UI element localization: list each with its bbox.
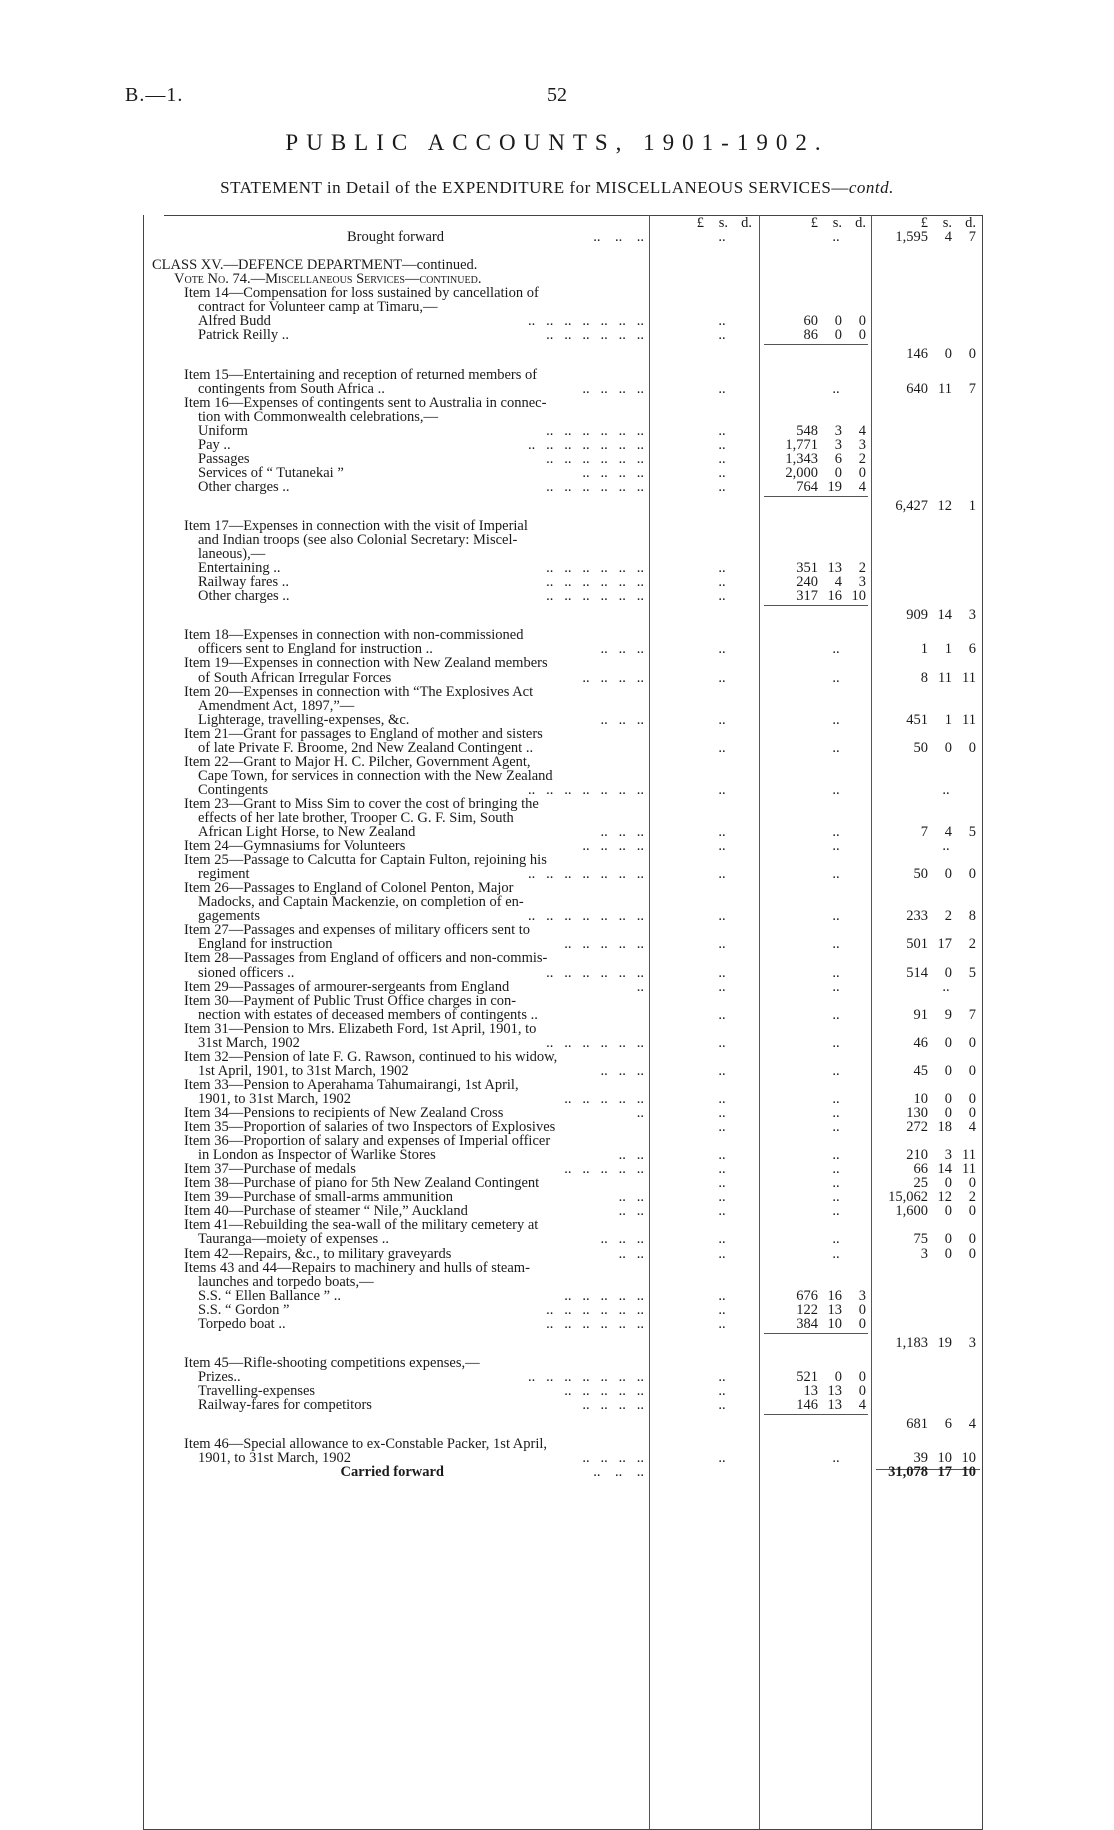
subtotal-rule [764, 1414, 868, 1415]
amount: .. [718, 1231, 726, 1248]
sub-amount: .. [832, 866, 840, 883]
sub-amount: .. [832, 1450, 840, 1467]
row-description: Item 26—Passages to England of Colonel Penton, Major [184, 880, 514, 897]
sub-amount: .. [832, 1090, 840, 1107]
leader-dots: .. .. .. .. [582, 464, 644, 481]
row-description: Item 42—Repairs, &c., to military graveyards [184, 1245, 452, 1262]
ledger-row [144, 1464, 982, 1480]
total-amount: .. [942, 978, 950, 995]
amount: .. [718, 478, 726, 495]
leader-dots: .. .. .. .. [582, 669, 644, 686]
row-description: CLASS XV.—DEFENCE DEPARTMENT—continued. [152, 257, 478, 274]
total-amount: 501 17 2 [906, 936, 976, 953]
ledger-row [144, 1416, 982, 1432]
sub-amount: .. [832, 1147, 840, 1164]
row-description: Railway-fares for competitors [198, 1397, 372, 1413]
total-amount: 1,183 19 3 [895, 1334, 976, 1351]
sub-amount: .. [832, 711, 840, 728]
leader-dots: .. .. .. .. .. .. .. [528, 781, 644, 798]
col3-header: £ s. d. [920, 215, 976, 231]
total-amount: 1 1 6 [920, 641, 976, 658]
amount: .. [718, 1034, 726, 1051]
sub-amount: .. [832, 669, 840, 686]
row-description: Prizes.. [198, 1368, 241, 1385]
sub-amount: .. [832, 739, 840, 756]
sub-amount: 351 13 2 [796, 560, 866, 577]
amount: .. [718, 838, 726, 854]
sub-amount: .. [832, 978, 840, 995]
row-description: Item 39—Purchase of small-arms ammunition [184, 1189, 454, 1206]
row-description: Other charges .. [198, 478, 290, 495]
total-amount: 272 18 4 [906, 1119, 976, 1135]
row-description: gagements [198, 908, 261, 925]
row-description: Item 16—Expenses of contingents sent to Australia in connec- [184, 394, 547, 411]
leader-dots: .. .. .. .. .. .. .. [528, 908, 644, 925]
amount: .. [718, 641, 726, 658]
sub-amount: .. [832, 838, 840, 854]
row-description: Amendment Act, 1897,”— [198, 697, 355, 714]
row-description: Item 14—Compensation for loss sustained by cancellation of [184, 285, 539, 302]
row-description: S.S. “ Ellen Ballance ” .. [198, 1287, 341, 1304]
row-description: Item 31—Pension to Mrs. Elizabeth Ford, 1st April, 1901, to [184, 1020, 537, 1037]
amount: .. [718, 436, 726, 453]
amount: .. [718, 574, 726, 591]
sub-amount: 13 13 0 [803, 1382, 866, 1399]
amount: .. [718, 588, 726, 605]
total-amount: 50 0 0 [913, 739, 976, 756]
row-description: Item 28—Passages from England of officers and non-commis- [184, 950, 548, 967]
row-description: of South African Irregular Forces [198, 669, 392, 686]
total-amount: 75 0 0 [913, 1231, 976, 1248]
amount: .. [718, 1382, 726, 1399]
amount: .. [718, 422, 726, 439]
total-amount: 39 10 10 [913, 1450, 976, 1467]
row-description: Torpedo boat .. [198, 1315, 286, 1332]
total-amount: 25 0 0 [913, 1175, 976, 1192]
row-description: Tauranga—moiety of expenses .. [198, 1231, 390, 1248]
ledger-row [144, 229, 982, 245]
sub-amount: .. [832, 1175, 840, 1192]
amount: .. [718, 964, 726, 981]
total-amount: 3 0 0 [920, 1245, 976, 1262]
leader-dots: .. .. .. .. [582, 380, 644, 397]
amount: .. [718, 1006, 726, 1023]
sub-amount: .. [832, 1245, 840, 1262]
amount: .. [718, 1203, 726, 1220]
leader-dots: .. [636, 1105, 644, 1121]
sub-amount: .. [832, 781, 840, 798]
amount: .. [718, 450, 726, 467]
row-description: Alfred Budd [198, 313, 271, 330]
row-description: 1st April, 1901, to 31st March, 1902 [198, 1062, 409, 1079]
total-amount: 10 0 0 [913, 1090, 976, 1107]
amount: .. [718, 1287, 726, 1304]
row-description: Contingents [198, 781, 269, 798]
subtotal-rule [764, 496, 868, 497]
leader-dots: .. .. .. .. [582, 838, 644, 854]
ledger-row [144, 346, 982, 362]
row-description: Lighterage, travelling-expenses, &c. [198, 711, 410, 728]
row-description: Item 37—Purchase of medals [184, 1161, 356, 1178]
ledger-row [144, 479, 982, 495]
leader-dots: .. .. .. [600, 1231, 644, 1248]
sub-amount: 1,343 6 2 [785, 450, 866, 467]
amount: .. [718, 313, 726, 330]
row-description: Item 19—Expenses in connection with New Zealand members [184, 655, 548, 672]
document-reference: B.—1. [125, 84, 184, 106]
amount: .. [718, 1147, 726, 1164]
row-description: Item 18—Expenses in connection with non-commissioned [184, 627, 524, 644]
total-amount: 514 0 5 [906, 964, 976, 981]
row-description: 1901, to 31st March, 1902 [198, 1450, 352, 1467]
sub-amount: .. [832, 380, 840, 397]
leader-dots: .. .. .. [593, 1464, 644, 1481]
total-amount: 15,062 12 2 [888, 1189, 976, 1206]
ledger-row [144, 327, 982, 343]
sub-amount: .. [832, 964, 840, 981]
row-description: S.S. “ Gordon ” [198, 1301, 290, 1318]
amount: .. [718, 1397, 726, 1413]
sub-amount: .. [832, 1034, 840, 1051]
leader-dots: .. .. .. .. .. .. [546, 327, 644, 344]
row-description: Brought forward [346, 229, 444, 245]
sub-amount: 2,000 0 0 [785, 464, 866, 481]
total-amount: 681 6 4 [906, 1416, 976, 1432]
leader-dots: .. .. .. [600, 824, 644, 840]
row-description: Cape Town, for services in connection with the New Zealand [198, 767, 553, 784]
total-amount: 451 1 11 [906, 711, 976, 728]
leader-dots: .. .. .. .. .. [564, 1090, 644, 1107]
amount: .. [718, 1090, 726, 1107]
leader-dots: .. .. .. .. .. [564, 1161, 644, 1178]
row-description: Vote No. 74.—Miscellaneous Services—continued. [174, 271, 482, 288]
amount: .. [718, 781, 726, 798]
leader-dots: .. [636, 978, 644, 995]
row-description: Item 21—Grant for passages to England of mother and sisters [184, 725, 543, 742]
total-amount: 146 0 0 [906, 346, 976, 363]
total-amount: 1,595 4 7 [895, 229, 976, 245]
amount: .. [718, 327, 726, 344]
amount: .. [718, 1368, 726, 1385]
sub-amount: 317 16 10 [796, 588, 866, 605]
leader-dots: .. .. .. .. .. .. [546, 450, 644, 467]
sub-amount: .. [832, 1203, 840, 1220]
ledger-row [144, 498, 982, 514]
sub-amount: 548 3 4 [796, 422, 866, 439]
leader-dots: .. .. .. .. .. .. [546, 588, 644, 605]
leader-dots: .. .. .. .. [582, 1450, 644, 1467]
total-amount: 45 0 0 [913, 1062, 976, 1079]
subtotal-rule [764, 344, 868, 345]
sub-amount: 60 0 0 [803, 313, 866, 330]
leader-dots: .. .. [618, 1147, 644, 1164]
leader-dots: .. .. .. .. .. .. .. [528, 436, 644, 453]
leader-dots: .. .. .. [600, 711, 644, 728]
total-amount: .. [942, 838, 950, 854]
row-description: 1901, to 31st March, 1902 [198, 1090, 352, 1107]
sub-amount: 146 13 4 [796, 1397, 866, 1413]
total-amount: 909 14 3 [906, 607, 976, 624]
row-description: launches and torpedo boats,— [198, 1273, 374, 1290]
leader-dots: .. .. .. .. .. .. [546, 560, 644, 577]
amount: .. [718, 1450, 726, 1467]
sub-amount: .. [832, 1161, 840, 1178]
sub-amount: .. [832, 641, 840, 658]
row-description: Item 38—Purchase of piano for 5th New Zealand Contingent [184, 1175, 540, 1192]
row-description: Passages [198, 450, 250, 467]
amount: .. [718, 1175, 726, 1192]
row-description: Services of “ Tutanekai ” [198, 464, 344, 481]
amount: .. [718, 669, 726, 686]
leader-dots: .. .. .. .. .. [564, 936, 644, 953]
row-description: African Light Horse, to New Zealand [198, 824, 416, 840]
row-description: Item 34—Pensions to recipients of New Zealand Cross [184, 1105, 504, 1121]
col1-header: £ s. d. [696, 215, 752, 231]
sub-amount: 122 13 0 [796, 1301, 866, 1318]
sub-amount: .. [832, 1231, 840, 1248]
leader-dots: .. .. .. .. .. .. [546, 964, 644, 981]
sub-amount: 521 0 0 [796, 1368, 866, 1385]
row-description: Item 32—Pension of late F. G. Rawson, continued to his widow, [184, 1048, 558, 1065]
row-description: Item 22—Grant to Major H. C. Pilcher, Government Agent, [184, 753, 531, 770]
total-amount: 50 0 0 [913, 866, 976, 883]
amount: .. [718, 1105, 726, 1121]
total-amount: 1,600 0 0 [895, 1203, 976, 1220]
sub-amount: .. [832, 824, 840, 840]
row-description: officers sent to England for instruction .. [198, 641, 433, 658]
sub-amount: .. [832, 908, 840, 925]
row-description: Travelling-expenses [198, 1382, 316, 1399]
amount: .. [718, 560, 726, 577]
row-description: effects of her late brother, Trooper C. G. F. Sim, South [198, 810, 514, 826]
amount: .. [718, 1189, 726, 1206]
expenditure-ledger [143, 215, 983, 1830]
amount: .. [718, 464, 726, 481]
amount: .. [718, 866, 726, 883]
sub-amount: 86 0 0 [803, 327, 866, 344]
sub-amount: .. [832, 936, 840, 953]
subtotal-rule [764, 605, 868, 606]
row-description: nection with estates of deceased members of contingents .. [198, 1006, 538, 1023]
page-title: PUBLIC ACCOUNTS, 1901-1902. [285, 130, 829, 155]
total-amount: 210 3 11 [906, 1147, 976, 1164]
row-description: Other charges .. [198, 588, 290, 605]
row-description: Madocks, and Captain Mackenzie, on completion of en- [198, 894, 524, 911]
leader-dots: .. .. .. .. .. .. [546, 1315, 644, 1332]
row-description: Item 24—Gymnasiums for Volunteers [184, 838, 406, 854]
amount: .. [718, 1062, 726, 1079]
row-description: Item 17—Expenses in connection with the visit of Imperial [184, 518, 528, 534]
leader-dots: .. .. [618, 1189, 644, 1206]
row-description: Pay .. [198, 436, 231, 453]
sub-amount: 240 4 3 [796, 574, 866, 591]
row-description: contingents from South Africa .. [198, 380, 385, 397]
total-amount: .. [942, 781, 950, 798]
leader-dots: .. .. .. .. .. .. [546, 478, 644, 495]
sub-amount: .. [832, 1119, 840, 1135]
row-description: Uniform [198, 422, 248, 439]
amount: .. [718, 1161, 726, 1178]
amount: .. [718, 978, 726, 995]
amount: .. [718, 908, 726, 925]
leader-dots: .. .. .. .. .. [564, 1287, 644, 1304]
sub-amount: 676 16 3 [796, 1287, 866, 1304]
leader-dots: .. .. .. .. .. .. [546, 1034, 644, 1051]
leader-dots: .. .. [618, 1245, 644, 1262]
row-description: Entertaining .. [198, 560, 281, 577]
row-description: Railway fares .. [198, 574, 289, 591]
row-description: Item 33—Pension to Aperahama Tahumairangi, 1st April, [184, 1076, 519, 1093]
amount: .. [718, 380, 726, 397]
ledger-row [144, 1397, 982, 1413]
row-description: Item 20—Expenses in connection with “The Explosives Act [184, 683, 534, 700]
row-description: Carried forward [340, 1464, 444, 1481]
row-description: Item 41—Rebuilding the sea-wall of the military cemetery at [184, 1217, 539, 1234]
sub-amount: 1,771 3 3 [785, 436, 866, 453]
page-number: 52 [547, 84, 567, 106]
row-description: 31st March, 1902 [198, 1034, 300, 1051]
amount: .. [718, 739, 726, 756]
sub-amount: .. [832, 229, 840, 245]
row-description: Item 25—Passage to Calcutta for Captain Fulton, rejoining his [184, 852, 547, 869]
row-description: Item 23—Grant to Miss Sim to cover the cost of bringing the [184, 795, 539, 812]
row-description: regiment [198, 866, 250, 883]
row-description: sioned officers .. [198, 964, 295, 981]
ledger-row [144, 588, 982, 604]
sub-amount: .. [832, 1189, 840, 1206]
row-description: of late Private F. Broome, 2nd New Zealand Contingent .. [198, 739, 534, 756]
row-description: tion with Commonwealth celebrations,— [198, 408, 439, 425]
col2-header: £ s. d. [810, 215, 866, 231]
total-amount: 640 11 7 [906, 380, 976, 397]
amount: .. [718, 1245, 726, 1262]
sub-amount: .. [832, 1105, 840, 1121]
leader-dots: .. .. [618, 1203, 644, 1220]
leader-dots: .. .. .. .. .. .. [546, 422, 644, 439]
ledger-row [144, 1316, 982, 1332]
row-description: Item 15—Entertaining and reception of returned members of [184, 366, 538, 383]
amount: .. [718, 824, 726, 840]
row-description: Items 43 and 44—Repairs to machinery and hulls of steam- [184, 1259, 530, 1276]
total-amount: 130 0 0 [906, 1105, 976, 1121]
leader-dots: .. .. .. [593, 229, 644, 245]
subtitle-tail: contd. [848, 178, 894, 197]
row-description: Patrick Reilly .. [198, 327, 290, 344]
row-description: England for instruction [198, 936, 333, 953]
sub-amount: 384 10 0 [796, 1315, 866, 1332]
row-description: contract for Volunteer camp at Timaru,— [198, 299, 438, 316]
sub-amount: .. [832, 1006, 840, 1023]
sub-amount: .. [832, 1062, 840, 1079]
amount: .. [718, 1301, 726, 1318]
ledger-row [144, 607, 982, 623]
amount: .. [718, 1119, 726, 1135]
row-description: Item 27—Passages and expenses of military officers sent to [184, 922, 531, 939]
leader-dots: .. .. .. [600, 1062, 644, 1079]
amount: .. [718, 936, 726, 953]
total-amount: 7 4 5 [920, 824, 976, 840]
total-amount: 31,078 17 10 [888, 1464, 976, 1481]
row-description: Item 35—Proportion of salaries of two Inspectors of Explosives [184, 1119, 556, 1135]
subtitle-text: STATEMENT in Detail of the EXPENDITURE for MISCELLANEOUS SERVICES— [220, 178, 849, 197]
total-amount: 233 2 8 [906, 908, 976, 925]
row-description: Item 40—Purchase of steamer “ Nile,” Auckland [184, 1203, 468, 1220]
leader-dots: .. .. .. .. .. [564, 1382, 644, 1399]
total-amount: 91 9 7 [913, 1006, 976, 1023]
total-amount: 6,427 12 1 [895, 497, 976, 514]
leader-dots: .. .. .. [600, 641, 644, 658]
leader-dots: .. .. .. .. .. .. [546, 574, 644, 591]
row-description: Item 36—Proportion of salary and expenses of Imperial officer [184, 1133, 551, 1150]
amount: .. [718, 711, 726, 728]
row-description: and Indian troops (see also Colonial Secretary: Miscel- [198, 532, 518, 548]
leader-dots: .. .. .. .. [582, 1397, 644, 1413]
row-description: Item 46—Special allowance to ex-Constable Packer, 1st April, [184, 1436, 548, 1453]
amount: .. [718, 1315, 726, 1332]
row-description: laneous),— [198, 546, 266, 563]
total-amount: 8 11 11 [920, 669, 976, 686]
ledger-row [144, 1335, 982, 1351]
subtotal-rule [764, 1333, 868, 1334]
row-description: in London as Inspector of Warlike Stores [198, 1147, 436, 1164]
sub-amount: 764 19 4 [796, 478, 866, 495]
leader-dots: .. .. .. .. .. .. .. [528, 1368, 644, 1385]
total-amount: 66 14 11 [913, 1161, 976, 1178]
row-description: Item 30—Payment of Public Trust Office charges in con- [184, 992, 517, 1009]
leader-dots: .. .. .. .. .. .. [546, 1301, 644, 1318]
total-amount: 46 0 0 [913, 1034, 976, 1051]
leader-dots: .. .. .. .. .. .. .. [528, 866, 644, 883]
row-description: Item 29—Passages of armourer-sergeants from England [184, 978, 510, 995]
statement-subtitle [0, 178, 1114, 198]
amount: .. [718, 229, 726, 245]
leader-dots: .. .. .. .. .. .. .. [528, 313, 644, 330]
row-description: Item 45—Rifle-shooting competitions expenses,— [184, 1354, 480, 1371]
